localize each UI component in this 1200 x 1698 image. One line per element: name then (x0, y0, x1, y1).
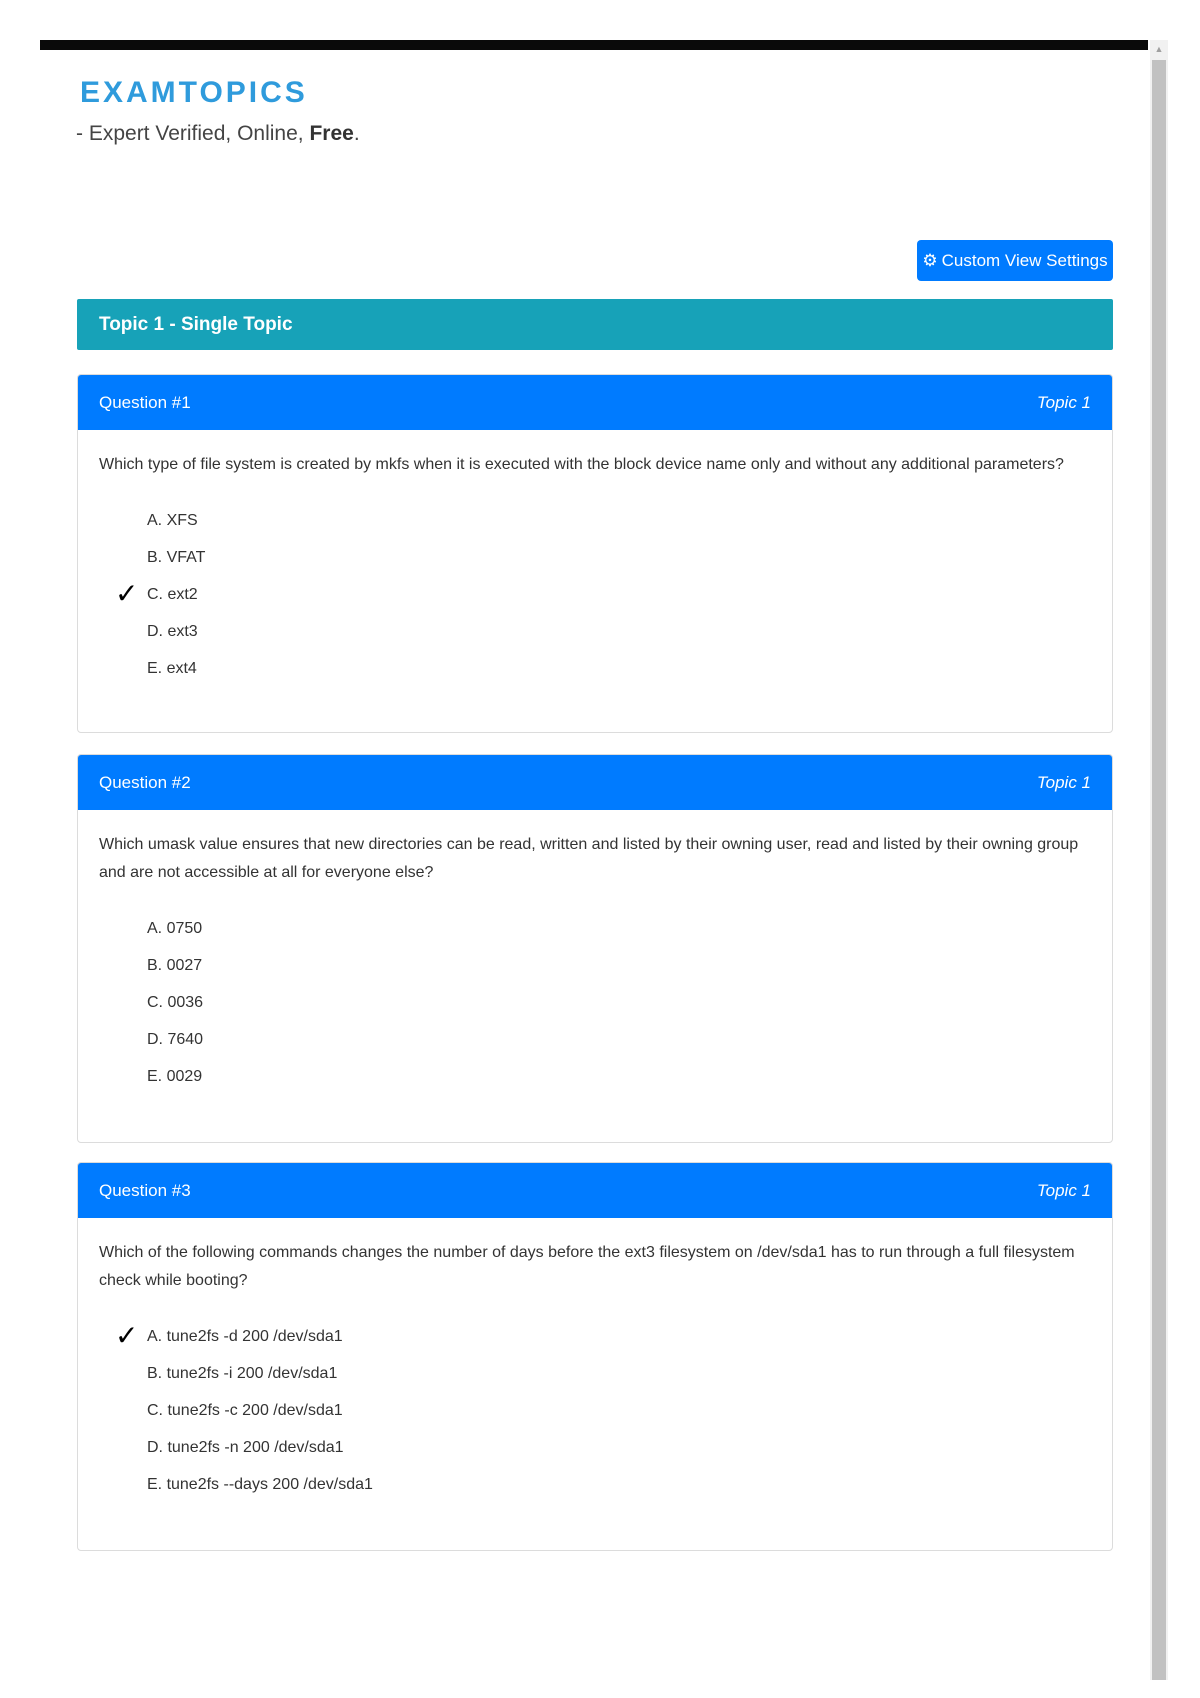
question-number: Question #2 (99, 773, 191, 792)
choice-label: B. tune2fs -i 200 /dev/sda1 (147, 1365, 338, 1382)
choice-item[interactable] (147, 1438, 1091, 1475)
scrollbar[interactable] (1150, 40, 1168, 1680)
choice-label: D. 7640 (147, 1031, 204, 1048)
question-number: Question #1 (99, 393, 191, 412)
choice-label: D. ext3 (147, 623, 198, 640)
choice-label: C. tune2fs -c 200 /dev/sda1 (147, 1402, 343, 1419)
choices-list (99, 511, 1091, 696)
choice-item[interactable] (147, 1475, 1091, 1512)
scrollbar-thumb[interactable] (1152, 60, 1166, 1680)
question-text: Which of the following commands changes the number of days before the ext3 filesystem on /dev/sda1 has to run through a full filesystem check while booting? (99, 1244, 1075, 1289)
custom-view-settings-label: Custom View Settings (941, 251, 1108, 270)
choice-item[interactable] (147, 622, 1091, 659)
tagline-bold: Free (309, 122, 354, 145)
choices-list (99, 919, 1091, 1104)
choice-item[interactable] (147, 1067, 1091, 1104)
gear-icon: ⚙ (922, 251, 938, 270)
checkmark-icon: ✓ (115, 578, 139, 609)
choice-label: C. 0036 (147, 994, 204, 1011)
scroll-up-arrow-icon[interactable]: ▲ (1154, 44, 1164, 54)
choice-label: D. tune2fs -n 200 /dev/sda1 (147, 1439, 344, 1456)
choice-item[interactable] (115, 578, 1091, 622)
choice-item[interactable] (115, 1320, 1091, 1364)
choice-label: E. tune2fs --days 200 /dev/sda1 (147, 1476, 373, 1493)
top-border (40, 40, 1148, 50)
question-card-header (78, 375, 1112, 430)
choices-list (99, 1320, 1091, 1512)
question-card-header (78, 755, 1112, 810)
examtopics-logo: EXAMTOPICS (80, 76, 308, 109)
choice-label: C. ext2 (147, 586, 198, 603)
question-topic: Topic 1 (1036, 773, 1091, 792)
question-topic: Topic 1 (1036, 393, 1091, 412)
choice-label: B. 0027 (147, 957, 203, 974)
question-card-1 (77, 374, 1113, 733)
choice-item[interactable] (147, 1401, 1091, 1438)
choice-item[interactable] (147, 1364, 1091, 1401)
choice-label: A. 0750 (147, 920, 203, 937)
choice-item[interactable] (147, 1030, 1091, 1067)
choice-item[interactable] (147, 548, 1091, 585)
custom-view-settings-button[interactable] (917, 240, 1113, 281)
question-text: Which type of file system is created by mkfs when it is executed with the block device name only and without any additional parameters? (99, 456, 1064, 473)
tagline-suffix: . (353, 122, 360, 145)
choice-item[interactable] (147, 956, 1091, 993)
question-body (78, 1218, 1112, 1512)
choice-item[interactable] (147, 919, 1091, 956)
question-number: Question #3 (99, 1181, 191, 1200)
question-text: Which umask value ensures that new directories can be read, written and listed by their owning user, read and listed by their owning group and are not accessible at all for everyone else? (99, 836, 1079, 881)
choice-label: E. 0029 (147, 1068, 203, 1085)
question-topic: Topic 1 (1036, 1181, 1091, 1200)
tagline (76, 122, 360, 146)
question-body (78, 430, 1112, 696)
topic-header: Topic 1 - Single Topic (77, 299, 1113, 350)
checkmark-icon: ✓ (115, 1320, 139, 1351)
choice-item[interactable] (147, 993, 1091, 1030)
choice-label: A. tune2fs -d 200 /dev/sda1 (147, 1328, 343, 1345)
question-card-3 (77, 1162, 1113, 1551)
choice-item[interactable] (147, 659, 1091, 696)
choice-item[interactable] (147, 511, 1091, 548)
question-card-header (78, 1163, 1112, 1218)
question-card-2 (77, 754, 1113, 1143)
choice-label: E. ext4 (147, 660, 197, 677)
choice-label: A. XFS (147, 512, 198, 529)
choice-label: B. VFAT (147, 549, 206, 566)
tagline-prefix: - Expert Verified, Online, (76, 122, 310, 145)
question-body (78, 810, 1112, 1104)
